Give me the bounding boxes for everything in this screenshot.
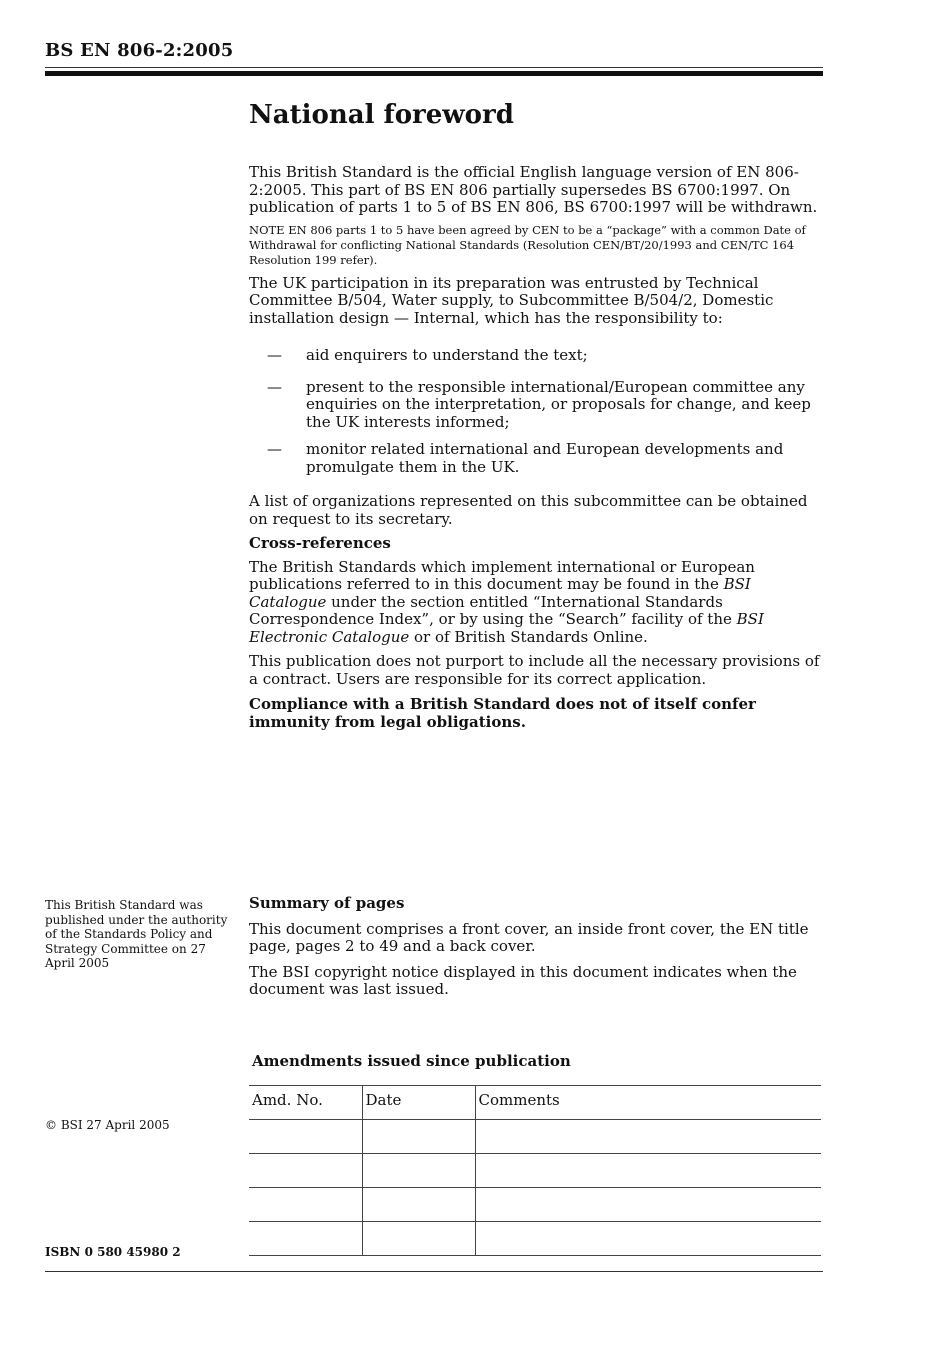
committee-paragraph: The UK participation in its preparation was entrusted by Technical Committee B/504, Water supply, to Subcommittee B/504/2, Domestic installation design — Internal, which has the responsibility to: (249, 273, 774, 327)
list-dash: — (267, 377, 282, 396)
table-cell (249, 1188, 362, 1222)
bsi-catalogue-ref: BSI Catalogue (249, 575, 751, 611)
table-cell (362, 1120, 475, 1154)
list-item (249, 441, 827, 476)
header-rule-thin (45, 67, 823, 68)
amendments-title: Amendments issued since publication (252, 1052, 571, 1070)
table-row (249, 1222, 821, 1256)
list-dash: — (267, 346, 282, 364)
table-cell (362, 1154, 475, 1188)
provisions-paragraph: This publication does not purport to include all the necessary provisions of a contract. Users are responsible for its correct application. (249, 652, 820, 688)
header-date: Date (362, 1086, 475, 1120)
table-cell (475, 1188, 821, 1222)
list-item-text: monitor related international and European developments and promulgate them in the UK. (306, 440, 784, 476)
table-row (249, 1188, 821, 1222)
crossref-text-2: under the section entitled “International Standards Correspondence Index”, or by using the “Search” facility of the (249, 592, 737, 628)
header-rule-thick (45, 71, 823, 76)
table-cell (475, 1154, 821, 1188)
list-item (249, 379, 827, 432)
table-cell (362, 1222, 475, 1256)
table-cell (475, 1120, 821, 1154)
bsi-electronic-catalogue-ref: BSI Electronic Catalogue (249, 610, 764, 646)
amendments-table (249, 1085, 821, 1256)
organizations-paragraph: A list of organizations represented on this subcommittee can be obtained on request to its secretary. (249, 492, 808, 528)
responsibility-list (249, 347, 827, 476)
summary-heading: Summary of pages (249, 894, 405, 912)
table-cell (249, 1120, 362, 1154)
summary-paragraph-1: This document comprises a front cover, an inside front cover, the EN title page, pages 2 to 49 and a back cover. (249, 919, 809, 955)
list-item (249, 347, 827, 365)
crossref-paragraph (249, 559, 827, 647)
summary-paragraph-2: The BSI copyright notice displayed in this document indicates when the document was last issued. (249, 962, 797, 998)
crossref-text-1: The British Standards which implement international or European publications referred to in this document may be found in the (249, 557, 755, 593)
table-cell (362, 1188, 475, 1222)
crossref-text-3: or of British Standards Online. (409, 627, 648, 646)
header-comments: Comments (475, 1086, 821, 1120)
table-header-row (249, 1086, 821, 1120)
table-cell (249, 1222, 362, 1256)
footer-rule (45, 1271, 823, 1272)
note-paragraph: NOTE EN 806 parts 1 to 5 have been agreed by CEN to be a “package” with a common Date of Withdrawal for conflicting National Standards (Resolution CEN/BT/20/1993 and CEN/TC 164 Resolution 199 refer). (249, 222, 806, 267)
crossref-heading: Cross-references (249, 534, 391, 552)
intro-paragraph: This British Standard is the official English language version of EN 806-2:2005. This part of BS EN 806 partially supersedes BS 6700:1997. On publication of parts 1 to 5 of BS EN 806, BS 6700:1997 will be withdrawn. (249, 163, 818, 216)
isbn: ISBN 0 580 45980 2 (45, 1245, 181, 1259)
list-dash: — (267, 440, 282, 458)
header-amd-no: Amd. No. (249, 1086, 362, 1120)
foreword-body (249, 164, 827, 731)
compliance-statement: Compliance with a British Standard does not of itself confer immunity from legal obligations. (249, 695, 756, 731)
table-cell (249, 1154, 362, 1188)
list-item-text: aid enquirers to understand the text; (306, 346, 588, 364)
table-row (249, 1120, 821, 1154)
table-cell (475, 1222, 821, 1256)
document-id: BS EN 806-2:2005 (45, 40, 234, 61)
table-row (249, 1154, 821, 1188)
list-item-text: present to the responsible international/European committee any enquiries on the interpretation, or proposals for change, and keep the UK interests informed; (306, 377, 811, 431)
publication-authority-note: This British Standard was published under the authority of the Standards Policy and Strategy Committee on 27 April 2005 (45, 898, 228, 970)
copyright-notice: © BSI 27 April 2005 (45, 1118, 170, 1132)
summary-section (249, 895, 827, 999)
page-title: National foreword (249, 100, 514, 130)
